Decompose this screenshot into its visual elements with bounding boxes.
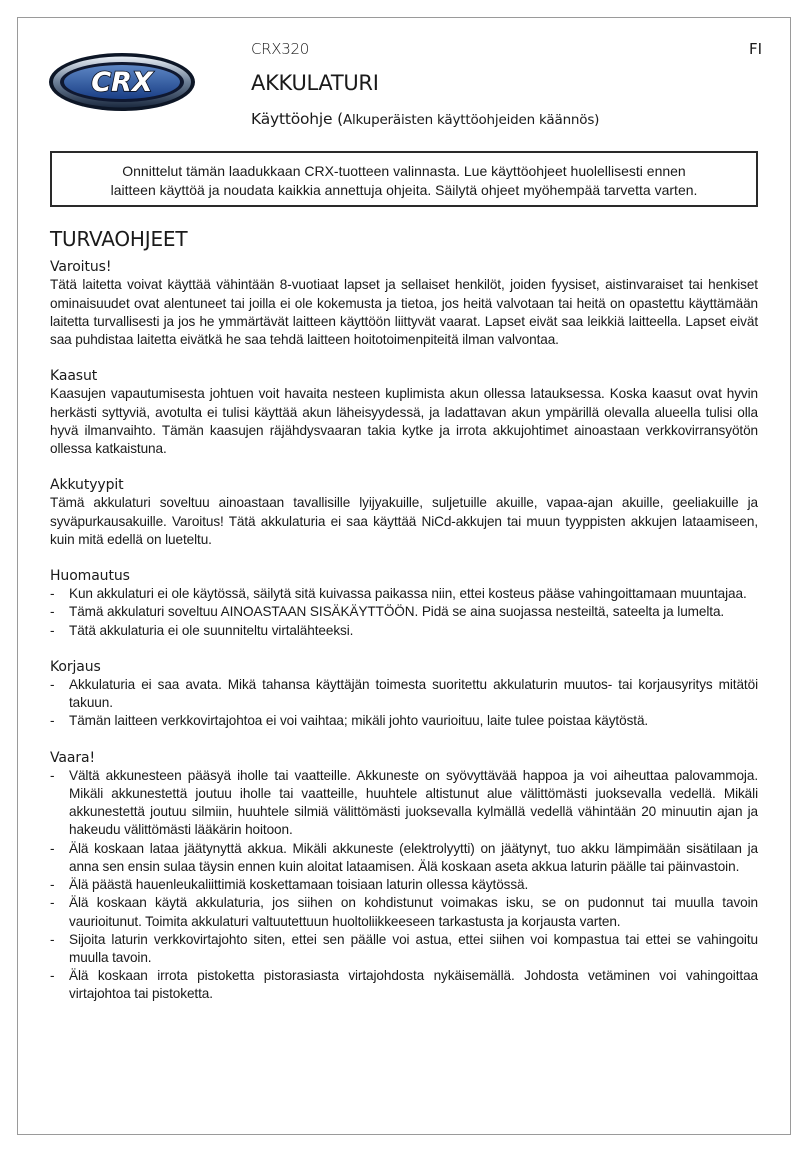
subtitle-main: Käyttöohje ( xyxy=(251,110,343,128)
danger-title: Vaara! xyxy=(50,749,95,766)
note-list xyxy=(50,585,758,640)
crx-logo xyxy=(48,52,196,112)
page-title: AKKULATURI xyxy=(251,71,379,95)
battery-types-text: Tämä akkulaturi soveltuu ainoastaan tavallisille lyijyakuille, suljetuille akuille, vapaa-ajan akuille, geeliakuille ja syväpurkausakuille. Varoitus! Tätä akkulaturia ei saa käyttää NiCd-akkujen tai muun tyyppisten akkujen lataamiseen, kuin mitä edellä on lueteltu. xyxy=(50,495,758,547)
section-heading: TURVAOHJEET xyxy=(50,227,188,251)
danger-list xyxy=(50,767,758,1004)
list-item: - Älä koskaan käytä akkulaturia, jos siihen on kohdistunut voimakas isku, se on pudonnut tai muulla tavoin vaurioitunut. Toimita akkulaturi valtuutettuun huoltoliikkeeseen tarkastusta ja korjausta varten. xyxy=(50,894,758,930)
repair-section xyxy=(50,658,758,731)
warning-title: Varoitus! xyxy=(50,259,112,276)
note-title: Huomautus xyxy=(50,568,130,585)
list-item: - Akkulaturia ei saa avata. Mikä tahansa käyttäjän toimesta suoritettu akkulaturin muutos- tai korjausyritys mitätöi takuun. xyxy=(50,676,758,712)
svg-text:CRX: CRX xyxy=(91,67,153,98)
battery-types-section xyxy=(50,476,758,549)
repair-title: Korjaus xyxy=(50,658,101,675)
note-section xyxy=(50,567,758,640)
battery-types-title: Akkutyypit xyxy=(50,477,124,494)
list-item: - Tämän laitteen verkkovirtajohtoa ei voi vaihtaa; mikäli johto vaurioituu, laite tulee poistaa käytöstä. xyxy=(50,712,758,730)
warning-section xyxy=(50,258,758,349)
gases-title: Kaasut xyxy=(50,368,98,385)
list-item: - Tätä akkulaturia ei ole suunniteltu virtalähteeksi. xyxy=(50,622,758,640)
safety-content xyxy=(50,227,758,1022)
list-item: - Kun akkulaturi ei ole käytössä, säilytä sitä kuivassa paikassa niin, ettei kosteus pääse vahingoittamaan muuntajaa. xyxy=(50,585,758,603)
list-item: - Vältä akkunesteen pääsyä iholle tai vaatteille. Akkuneste on syövyttävää happoa ja voi aiheuttaa palovammoja. Mikäli akkunestettä joutuu iholle tai vaatteille, huuhtele altistunut alue välittömästi juoksevalla vedellä. Mikäli akkunestettä joutuu silmiin, huuhtele silmiä välittömästi juoksevalla kylmällä vedellä vähintään 20 minuutin ajan ja hakeudu välittömästi lääkärin hoitoon. xyxy=(50,767,758,840)
subtitle-small: Alkuperäisten käyttöohjeiden käännös) xyxy=(342,112,600,128)
model-number: CRX320 xyxy=(251,40,310,58)
list-item: - Älä koskaan irrota pistoketta pistorasiasta virtajohdosta nykäisemällä. Johdosta vetäminen voi vahingoittaa virtajohtoa tai pistoketta. xyxy=(50,967,758,1003)
list-item: - Tämä akkulaturi soveltuu AINOASTAAN SISÄKÄYTTÖÖN. Pidä se aina suojassa nesteiltä, sateelta ja lumelta. xyxy=(50,603,758,621)
gases-text: Kaasujen vapautumisesta johtuen voit havaita nesteen kuplimista akun ollessa latauksessa. Koska kaasut ovat hyvin herkästi syttyviä, avotulta ei tulisi käyttää akun läheisyydessä, ja ladattavan akun ympärillä olevalla alueella tulisi olla hyvä ilmanvaihto. Tämän kaasujen räjähdysvaaran takia kytke ja irrota akkujohtimet ainoastaan verkkovirransyötön ollessa katkaistuna. xyxy=(50,386,758,457)
intro-line-1: Onnittelut tämän laadukkaan CRX-tuotteen valinnasta. Lue käyttöohjeet huolellisesti ennen xyxy=(122,163,686,179)
intro-box xyxy=(50,151,758,207)
language-code: FI xyxy=(748,40,762,58)
gases-section xyxy=(50,367,758,458)
list-item: - Älä koskaan lataa jäätynyttä akkua. Mikäli akkuneste (elektrolyytti) on jäätynyt, tuo akku lämpimään sisätilaan ja anna sen ensin sulaa täysin ennen kuin aloitat lataamisen. Älä koskaan aseta akkua laturin päälle tai päinvastoin. xyxy=(50,840,758,876)
warning-text: Tätä laitetta voivat käyttää vähintään 8-vuotiaat lapset ja sellaiset henkilöt, joiden fyysiset, aistinvaraiset tai henkiset ominaisuudet ovat alentuneet tai joilla ei ole kokemusta ja tietoa, jos heitä valvotaan tai heitä on opastettu käyttämään laitetta turvallisesti ja jos he ymmärtävät laitteen käyttöön liittyvät vaarat. Lapset eivät saa leikkiä laitteella. Lapset eivät saa puhdistaa laitetta eivätkä he saa tehdä laitteen hoitotoimenpiteitä ilman valvontaa. xyxy=(50,277,758,348)
intro-line-2: laitteen käyttöä ja noudata kaikkia annettuja ohjeita. Säilytä ohjeet myöhempää tarvetta varten. xyxy=(110,182,698,198)
page-subtitle xyxy=(251,110,599,128)
repair-list xyxy=(50,676,758,731)
danger-section xyxy=(50,749,758,1004)
list-item: - Älä päästä hauenleukaliittimiä koskettamaan toisiaan laturin ollessa käytössä. xyxy=(50,876,758,894)
list-item: - Sijoita laturin verkkovirtajohto siten, ettei sen päälle voi astua, ettei siihen voi kompastua tai ettei se vahingoitu muulla tavoin. xyxy=(50,931,758,967)
